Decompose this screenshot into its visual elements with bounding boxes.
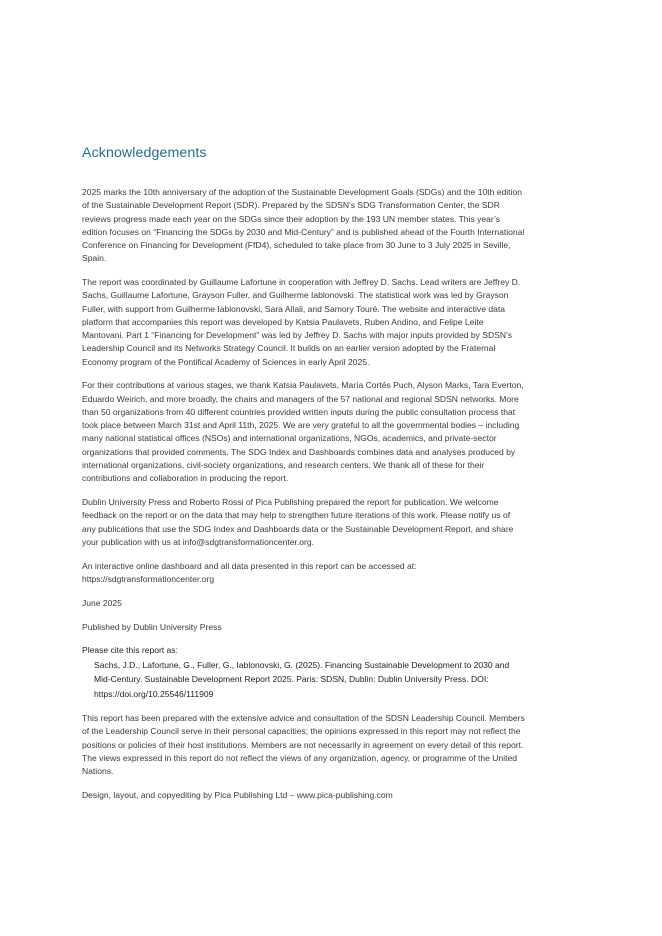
dashboard-paragraph: An interactive online dashboard and all data presented in this report can be accessed at: https://sdgtransformationcenter.org [82,560,417,584]
intro-paragraph: 2025 marks the 10th anniversary of the adoption of the Sustainable Development Goals (SDGs) and the 10th edition of the Sustainable Development Report (SDR). Prepared by the SDSN’s SDG Transformation Center, the SDR reviews progress made each year on the SDGs since their adoption by the 193 UN member states. This year’s edition focuses on “Financing the SDGs by 2030 and Mid-Century” and is published ahead of the Fourth International Conference on Financing for Development (FfD4), scheduled to take place from 30 June to 3 July 2025 in Seville, Spain. [82,187,525,264]
citation: Sachs, J.D., Lafortune, G., Fuller, G., Iablonovski, G. (2025). Financing Sustainable Development to 2030 and Mid-Century. Sustainable Development Report 2025. Paris: SDSN, Dublin: Dublin University Press. DOI: https://doi.org/10.25546/111909 [94,659,510,699]
cite-heading: Please cite this report as: [82,645,178,656]
design-credit: Design, layout, and copyediting by Pica Publishing Ltd – www.pica-publishing.com [82,789,393,800]
thanks-paragraph: For their contributions at various stages, we thank Katsia Paulavets, María Cortés Puch, Alyson Marks, Tara Everton, Eduardo Weirich, and more broadly, the chairs and managers of the 57 national and regional SDSN networks. More than 50 organizations from 40 different countries provided written inputs during the public consultation process that took place between March 31st and April 11th, 2025. We are very grateful to all the governmental bodies – including many national statistical offices (NSOs) and international organizations, NGOs, academics, and private-sector organizations that provided comments. The SDG Index and Dashboards combines data and analyses produced by international organizations, civil-society organizations, and research centers. We thank all of these for their contributions and collaboration in producing the report. [82,380,524,484]
document-body [82,186,526,813]
publisher-line: Published by Dublin University Press [82,621,222,632]
date-line: June 2025 [82,597,122,608]
coordination-paragraph: The report was coordinated by Guillaume Lafortune in cooperation with Jeffrey D. Sachs. Lead writers are Jeffrey D. Sachs, Guillaume Lafortune, Grayson Fuller, and Guilherme Iablonovski. The statistical work was led by Grayson Fuller, with support from Guilherme Iablonovski, Sara Allali, and Samory Touré. The website and interactive data platform that accompanies this report was developed by Katsia Paulavets, Ruben Andino, and Felipe Leite Mantovani. Part 1 “Financing for Development” was led by Jeffrey D. Sachs with major inputs provided by SDSN’s Leadership Council and its Networks Strategy Council. It builds on an earlier version adopted by the Fraternal Economy program of the Pontifical Academy of Sciences in early April 2025. [82,277,521,367]
disclaimer-paragraph: This report has been prepared with the extensive advice and consultation of the SDSN Leadership Council. Members of the Leadership Council serve in their personal capacities; the opinions expressed in this report may not reflect the positions or policies of their host institutions. Members are not necessarily in agreement on every detail of this report. The views expressed in this report do not reflect the views of any organization, agency, or programme of the United Nations. [82,713,525,777]
page-title: Acknowledgements [82,145,207,161]
publishing-paragraph: Dublin University Press and Roberto Rossi of Pica Publishing prepared the report for publication. We welcome feedback on the report or on the data that may help to strengthen future iterations of this work. Please notify us of any publications that use the SDG Index and Dashboards data or the Sustainable Development Report, and share your publication with us at info@sdgtransformationcenter.org. [82,497,514,547]
